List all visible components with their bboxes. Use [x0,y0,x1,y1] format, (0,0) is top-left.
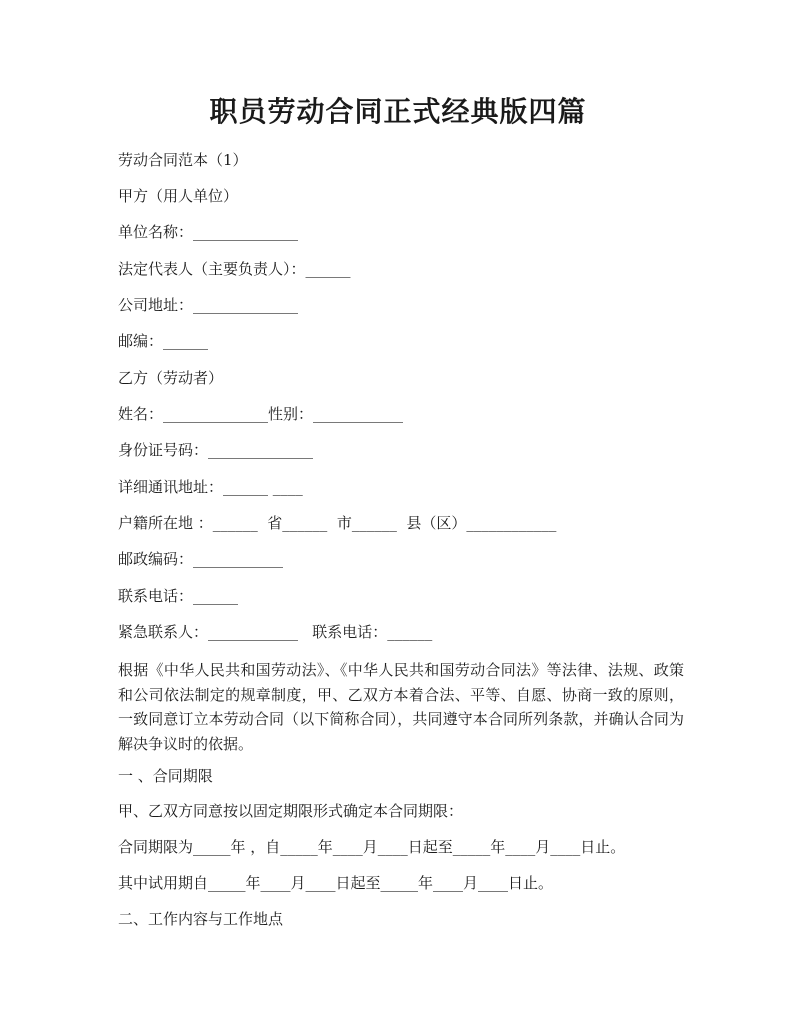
phone-field: 联系电话：______ [118,587,239,605]
emergency-contact-field: 紧急联系人：____________ 联系电话：______ [118,623,433,641]
company-postcode-field: 邮编：______ [118,332,209,350]
company-name-field: 单位名称：______________ [118,223,299,241]
id-number-field: 身份证号码：______________ [118,441,314,459]
household-registration-field: 户籍所在地 ：______ 省______ 市______ 县（区）____________ [118,514,557,532]
mailing-address-field: 详细通讯地址：______ ____ [118,478,303,496]
postal-code-field: 邮政编码：____________ [118,550,284,568]
section-heading-term: 一 、合同期限 [118,767,213,785]
template-heading: 劳动合同范本（1） [118,151,248,169]
party-a-heading: 甲方（用人单位） [118,187,239,205]
name-gender-field: 姓名：______________性别：____________ [118,405,404,423]
contract-term-text: 合同期限为_____年 ，自_____年____月____日起至_____年____月____日止。 [118,838,626,856]
company-address-field: 公司地址：______________ [118,296,299,314]
term-intro-text: 甲、乙双方同意按以固定期限形式确定本合同期限： [118,802,464,820]
document-title: 职员劳动合同正式经典版四篇 [209,95,587,128]
party-b-heading: 乙方（劳动者） [118,369,224,387]
probation-period-text: 其中试用期自_____年____月____日起至_____年____月____日止。 [118,874,554,892]
legal-representative-field: 法定代表人（主要负责人）：______ [118,260,351,278]
section-heading-work: 二、工作内容与工作地点 [118,910,284,928]
preamble-paragraph: 根据《中华人民共和国劳动法》、《中华人民共和国劳动合同法》等法律、法规、政策和公司依法制定的规章制度，甲、乙双方本着合法、平等、自愿、协商一致的原则，一致同意订立本劳动合同（以下简称合同），共同遵守本合同所列条款，并确认合同为解决争议时的依据。 [118,661,684,753]
